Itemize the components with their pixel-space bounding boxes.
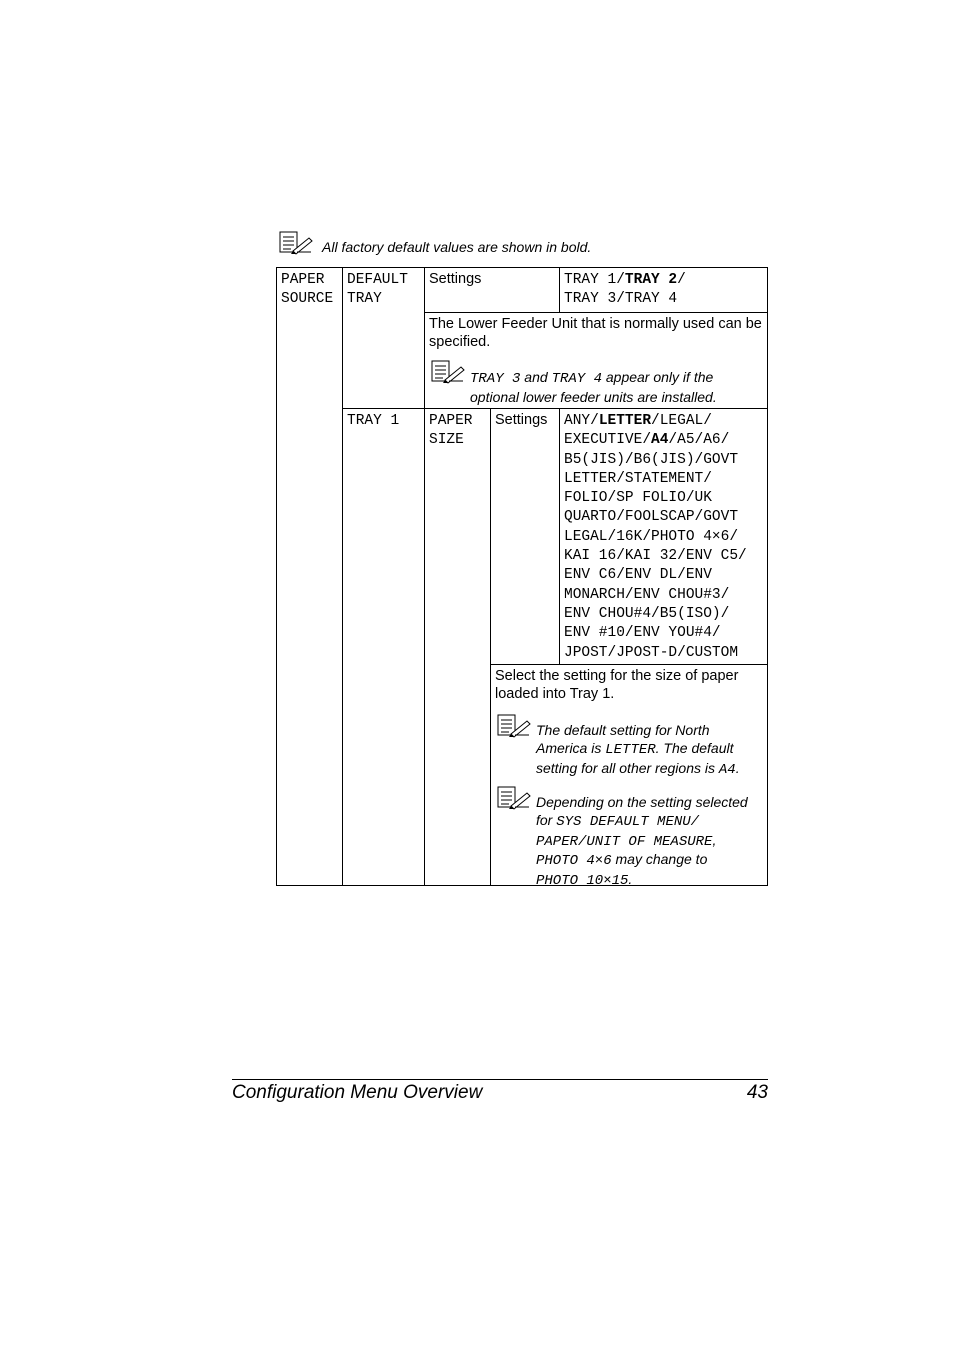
- note-pencil-icon: [431, 360, 465, 384]
- cell-paper-size-settings: [490, 408, 560, 665]
- default-value-tray2: TRAY 2: [624, 272, 678, 288]
- footer-title: Configuration Menu Overview: [232, 1082, 483, 1103]
- default-tray-note: TRAY 3 and TRAY 4 appear only if the optional lower feeder units are installed.: [470, 369, 717, 405]
- default-tray-label: DEFAULT TRAY: [347, 272, 408, 308]
- paper-size-settings-label: Settings: [495, 412, 548, 428]
- cell-paper-size-options: [559, 408, 768, 665]
- footer-rule: [232, 1079, 768, 1080]
- default-value-a4: A4: [651, 432, 669, 449]
- cell-paper-size-description: [490, 664, 768, 890]
- cell-default-tray: [342, 267, 425, 409]
- factory-default-note: [279, 231, 759, 255]
- cell-paper-size: [424, 408, 491, 886]
- paper-size-description: Select the setting for the size of paper loaded into Tray 1.: [495, 668, 739, 702]
- cell-tray1: [342, 408, 425, 886]
- cell-default-tray-options: [559, 267, 768, 313]
- note-pencil-icon: [279, 231, 313, 255]
- paper-size-note-photo: Depending on the setting selected for SYS DEFAULT MENU/ PAPER/UNIT OF MEASURE, PHOTO 4×6 may change to PHOTO 10×15.: [536, 794, 748, 890]
- tray1-label: TRAY 1: [347, 413, 400, 429]
- paper-size-note-default: The default setting for North America is LETTER. The default setting for all other regions is A4.: [536, 722, 740, 778]
- paper-size-options: ANY/LETTER/LEGAL/ EXECUTIVE/A4/A5/A6/ B5(JIS)/B6(JIS)/GOVT LETTER/STATEMENT/ FOLIO/SP FOLIO/UK QUARTO/FOOLSCAP/GOVT LEGAL/16K/PHOTO 4×6/ KAI 16/KAI 32/ENV C5/ ENV C6/ENV DL/ENV MONARCH/ENV CHOU#3/ ENV CHOU#4/B5(ISO)/ ENV #10/ENV YOU#4/ JPOST/JPOST-D/CUSTOM: [564, 413, 747, 661]
- page-number: 43: [746, 1082, 768, 1103]
- default-tray-description: The Lower Feeder Unit that is normally used can be specified.: [429, 316, 762, 350]
- default-tray-options: TRAY 1/TRAY 2/ TRAY 3/TRAY 4: [564, 272, 686, 308]
- cell-paper-source: [276, 267, 343, 886]
- cell-default-tray-description: [424, 312, 768, 409]
- default-tray-settings-label: Settings: [429, 271, 482, 287]
- cell-default-tray-settings: [424, 267, 560, 313]
- default-value-letter: LETTER: [598, 413, 652, 429]
- note-pencil-icon: [497, 714, 531, 738]
- top-note-text: All factory default values are shown in bold.: [322, 239, 592, 255]
- paper-size-label: PAPER SIZE: [429, 413, 473, 449]
- note-pencil-icon: [497, 786, 531, 810]
- paper-source-label: PAPER SOURCE: [281, 272, 334, 308]
